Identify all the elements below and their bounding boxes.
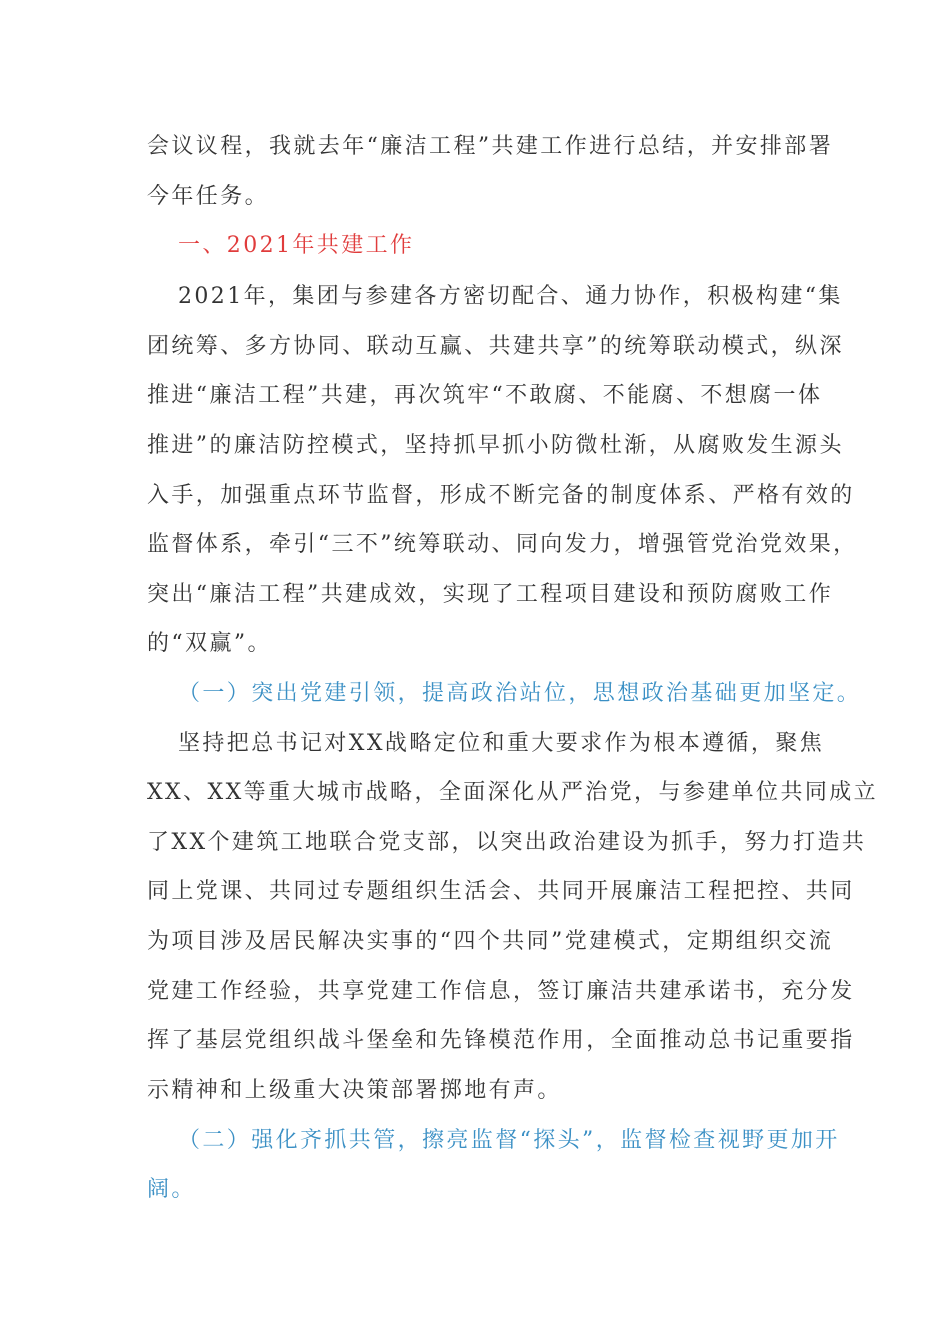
paragraph-line: 推进”的廉洁防控模式，坚持抓早抓小防微杜渐，从腐败发生源头 [147, 433, 844, 458]
paragraph-line: 党建工作经验，共享党建工作信息，签订廉洁共建承诺书，充分发 [147, 979, 855, 1004]
paragraph-line: 同上党课、共同过专题组织生活会、共同开展廉洁工程把控、共同 [147, 879, 855, 904]
subsection-heading: （二）强化齐抓共管，擦亮监督“探头”，监督检查视野更加开 [178, 1128, 840, 1153]
paragraph-line: 今年任务。 [147, 184, 270, 209]
paragraph-line: 为项目涉及居民解决实事的“四个共同”党建模式，定期组织交流 [147, 929, 834, 954]
paragraph-line: 了XX个建筑工地联合党支部，以突出政治建设为抓手，努力打造共 [147, 830, 867, 855]
paragraph-line: 的“双赢”。 [147, 631, 272, 656]
paragraph-line: 2021年，集团与参建各方密切配合、通力协作，积极构建“集 [178, 284, 843, 309]
subsection-heading-continued: 阔。 [147, 1177, 196, 1202]
subsection-heading: （一）突出党建引领，提高政治站位，思想政治基础更加坚定。 [178, 681, 862, 706]
paragraph-line: 推进“廉洁工程”共建，再次筑牢“不敢腐、不能腐、不想腐一体 [147, 383, 823, 408]
paragraph-line: 挥了基层党组织战斗堡垒和先锋模范作用，全面推动总书记重要指 [147, 1028, 855, 1053]
paragraph-line: 团统筹、多方协同、联动互赢、共建共享”的统筹联动模式，纵深 [147, 334, 844, 359]
paragraph-line: 会议议程，我就去年“廉洁工程”共建工作进行总结，并安排部署 [147, 134, 834, 159]
section-heading: 一、2021年共建工作 [178, 233, 415, 258]
paragraph-line: 监督体系，牵引“三不”统筹联动、同向发力，增强管党治党效果， [147, 532, 858, 557]
paragraph-line: 坚持把总书记对XX战略定位和重大要求作为根本遵循，聚焦 [178, 731, 825, 756]
paragraph-line: 突出“廉洁工程”共建成效，实现了工程项目建设和预防腐败工作 [147, 582, 834, 607]
paragraph-line: XX、XX等重大城市战略，全面深化从严治党，与参建单位共同成立 [147, 780, 879, 805]
paragraph-line: 入手，加强重点环节监督，形成不断完备的制度体系、严格有效的 [147, 483, 855, 508]
paragraph-line: 示精神和上级重大决策部署掷地有声。 [147, 1078, 562, 1103]
